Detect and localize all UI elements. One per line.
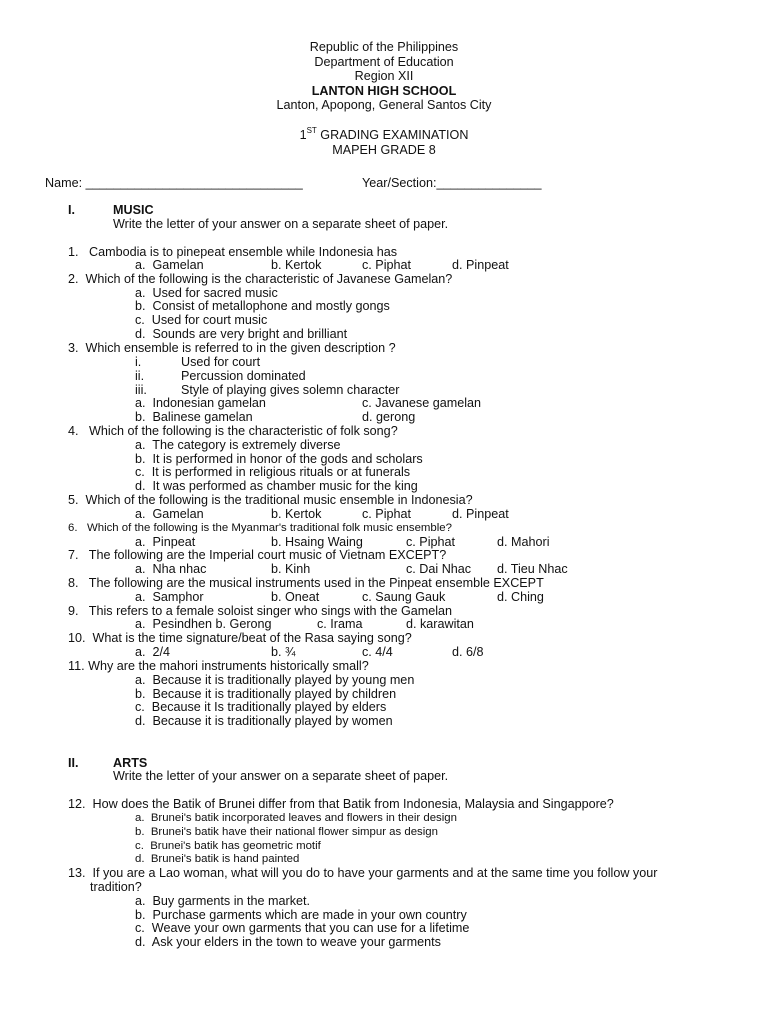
choice-7b: b. Kinh bbox=[271, 562, 311, 576]
choice-5d: d. Pinpeat bbox=[452, 507, 509, 521]
descriptor-3i: Used for court bbox=[181, 355, 261, 369]
choice-10b: b. ¾ bbox=[271, 645, 296, 659]
name-field: Name: _______________________________ bbox=[45, 176, 303, 190]
header-school-name: LANTON HIGH SCHOOL bbox=[311, 83, 457, 98]
question-10: 10. What is the time signature/beat of the Rasa saying song? bbox=[68, 631, 412, 645]
choice-7d: d. Tieu Nhac bbox=[497, 562, 568, 576]
question-3: 3. Which ensemble is referred to in the given description ? bbox=[68, 341, 396, 355]
choice-6b: b. Hsaing Waing bbox=[271, 535, 363, 549]
grading-number: 1 bbox=[299, 128, 307, 142]
question-7: 7. The following are the Imperial court music of Vietnam EXCEPT? bbox=[68, 548, 447, 562]
choice-4c: c. It is performed in religious rituals or at funerals bbox=[135, 465, 411, 479]
choice-6a: a. Pinpeat bbox=[135, 535, 196, 549]
question-4: 4. Which of the following is the characteristic of folk song? bbox=[68, 424, 398, 438]
header-department: Department of Education bbox=[314, 54, 454, 69]
choice-13d: d. Ask your elders in the town to weave your garments bbox=[135, 935, 441, 949]
grading-text: GRADING EXAMINATION bbox=[316, 128, 469, 142]
document-header bbox=[0, 40, 768, 113]
section-title-music: MUSIC bbox=[113, 203, 154, 217]
choice-5c: c. Piphat bbox=[362, 507, 412, 521]
choice-7c: c. Dai Nhac bbox=[406, 562, 472, 576]
question-13: 13. If you are a Lao woman, what will you do to have your garments and at the same time you follow your bbox=[68, 866, 658, 880]
choice-2a: a. Used for sacred music bbox=[135, 286, 278, 300]
choice-2d: d. Sounds are very bright and brilliant bbox=[135, 327, 348, 341]
choice-4d: d. It was performed as chamber music for the king bbox=[135, 479, 418, 493]
question-9: 9. This refers to a female soloist singer who sings with the Gamelan bbox=[68, 604, 453, 618]
question-11: 11. Why are the mahori instruments historically small? bbox=[68, 659, 369, 673]
choice-8b: b. Oneat bbox=[271, 590, 320, 604]
choice-13b: b. Purchase garments which are made in your own country bbox=[135, 908, 467, 922]
choice-3a: a. Indonesian gamelan bbox=[135, 396, 266, 410]
choice-2c: c. Used for court music bbox=[135, 313, 268, 327]
section-instructions-music: Write the letter of your answer on a separate sheet of paper. bbox=[113, 217, 449, 231]
choice-11b: b. Because it is traditionally played by children bbox=[135, 687, 397, 701]
descriptor-3i-numeral: i. bbox=[135, 355, 142, 369]
choice-5b: b. Kertok bbox=[271, 507, 322, 521]
header-region: Region XII bbox=[354, 69, 414, 83]
year-section-field: Year/Section:_______________ bbox=[362, 176, 542, 190]
choice-10c: c. 4/4 bbox=[362, 645, 393, 659]
question-1: 1. Cambodia is to pinepeat ensemble while Indonesia has bbox=[68, 245, 398, 259]
choice-6c: c. Piphat bbox=[406, 535, 456, 549]
choice-1c: c. Piphat bbox=[362, 258, 412, 272]
choice-4a: a. The category is extremely diverse bbox=[135, 438, 341, 452]
choice-12c: c. Brunei's batik has geometric motif bbox=[135, 840, 321, 852]
choice-1d: d. Pinpeat bbox=[452, 258, 509, 272]
choice-13c: c. Weave your own garments that you can use for a lifetime bbox=[135, 921, 470, 935]
choice-11d: d. Because it is traditionally played by women bbox=[135, 714, 393, 728]
choice-8d: d. Ching bbox=[497, 590, 544, 604]
question-6: 6. Which of the following is the Myanmar's traditional folk music ensemble? bbox=[68, 522, 452, 534]
choice-2b: b. Consist of metallophone and mostly gongs bbox=[135, 299, 390, 313]
choice-7a: a. Nha nhac bbox=[135, 562, 207, 576]
descriptor-3iii-numeral: iii. bbox=[135, 383, 147, 397]
question-8: 8. The following are the musical instruments used in the Pinpeat ensemble EXCEPT bbox=[68, 576, 544, 590]
question-2: 2. Which of the following is the characteristic of Javanese Gamelan? bbox=[68, 272, 453, 286]
exam-grading bbox=[0, 128, 768, 143]
descriptor-3iii: Style of playing gives solemn character bbox=[181, 383, 400, 397]
choice-10d: d. 6/8 bbox=[452, 645, 484, 659]
choice-4b: b. It is performed in honor of the gods and scholars bbox=[135, 452, 423, 466]
exam-subject: MAPEH GRADE 8 bbox=[332, 143, 436, 157]
choice-9c: c. Irama bbox=[317, 617, 363, 631]
question-13-continuation: tradition? bbox=[90, 880, 142, 894]
choice-8c: c. Saung Gauk bbox=[362, 590, 446, 604]
question-12: 12. How does the Batik of Brunei differ from that Batik from Indonesia, Malaysia and Singappore? bbox=[68, 797, 614, 811]
choice-12a: a. Brunei's batik incorporated leaves and flowers in their design bbox=[135, 812, 457, 824]
choice-3c: c. Javanese gamelan bbox=[362, 396, 482, 410]
grading-superscript: ST bbox=[306, 126, 317, 135]
header-address: Lanton, Apopong, General Santos City bbox=[276, 98, 492, 112]
choice-12b: b. Brunei's batik have their national flower simpur as design bbox=[135, 826, 438, 838]
choice-3d: d. gerong bbox=[362, 410, 416, 424]
section-instructions-arts: Write the letter of your answer on a separate sheet of paper. bbox=[113, 769, 449, 783]
choice-1b: b. Kertok bbox=[271, 258, 322, 272]
choice-9d: d. karawitan bbox=[406, 617, 474, 631]
choice-11a: a. Because it is traditionally played by young men bbox=[135, 673, 415, 687]
exam-title bbox=[0, 128, 768, 158]
section-title-arts: ARTS bbox=[113, 756, 148, 770]
choice-10a: a. 2/4 bbox=[135, 645, 171, 659]
choice-1a: a. Gamelan bbox=[135, 258, 204, 272]
choice-12d: d. Brunei's batik is hand painted bbox=[135, 853, 300, 865]
question-5: 5. Which of the following is the traditional music ensemble in Indonesia? bbox=[68, 493, 473, 507]
section-number-arts: II. bbox=[68, 756, 79, 770]
choice-6d: d. Mahori bbox=[497, 535, 550, 549]
choice-8a: a. Samphor bbox=[135, 590, 204, 604]
choice-11c: c. Because it Is traditionally played by elders bbox=[135, 700, 387, 714]
choice-3b: b. Balinese gamelan bbox=[135, 410, 253, 424]
section-number-music: I. bbox=[68, 203, 75, 217]
header-republic: Republic of the Philippines bbox=[309, 40, 459, 54]
choice-9ab: a. Pesindhen b. Gerong bbox=[135, 617, 272, 631]
choice-13a: a. Buy garments in the market. bbox=[135, 894, 310, 908]
choice-5a: a. Gamelan bbox=[135, 507, 204, 521]
descriptor-3ii: Percussion dominated bbox=[181, 369, 306, 383]
descriptor-3ii-numeral: ii. bbox=[135, 369, 145, 383]
